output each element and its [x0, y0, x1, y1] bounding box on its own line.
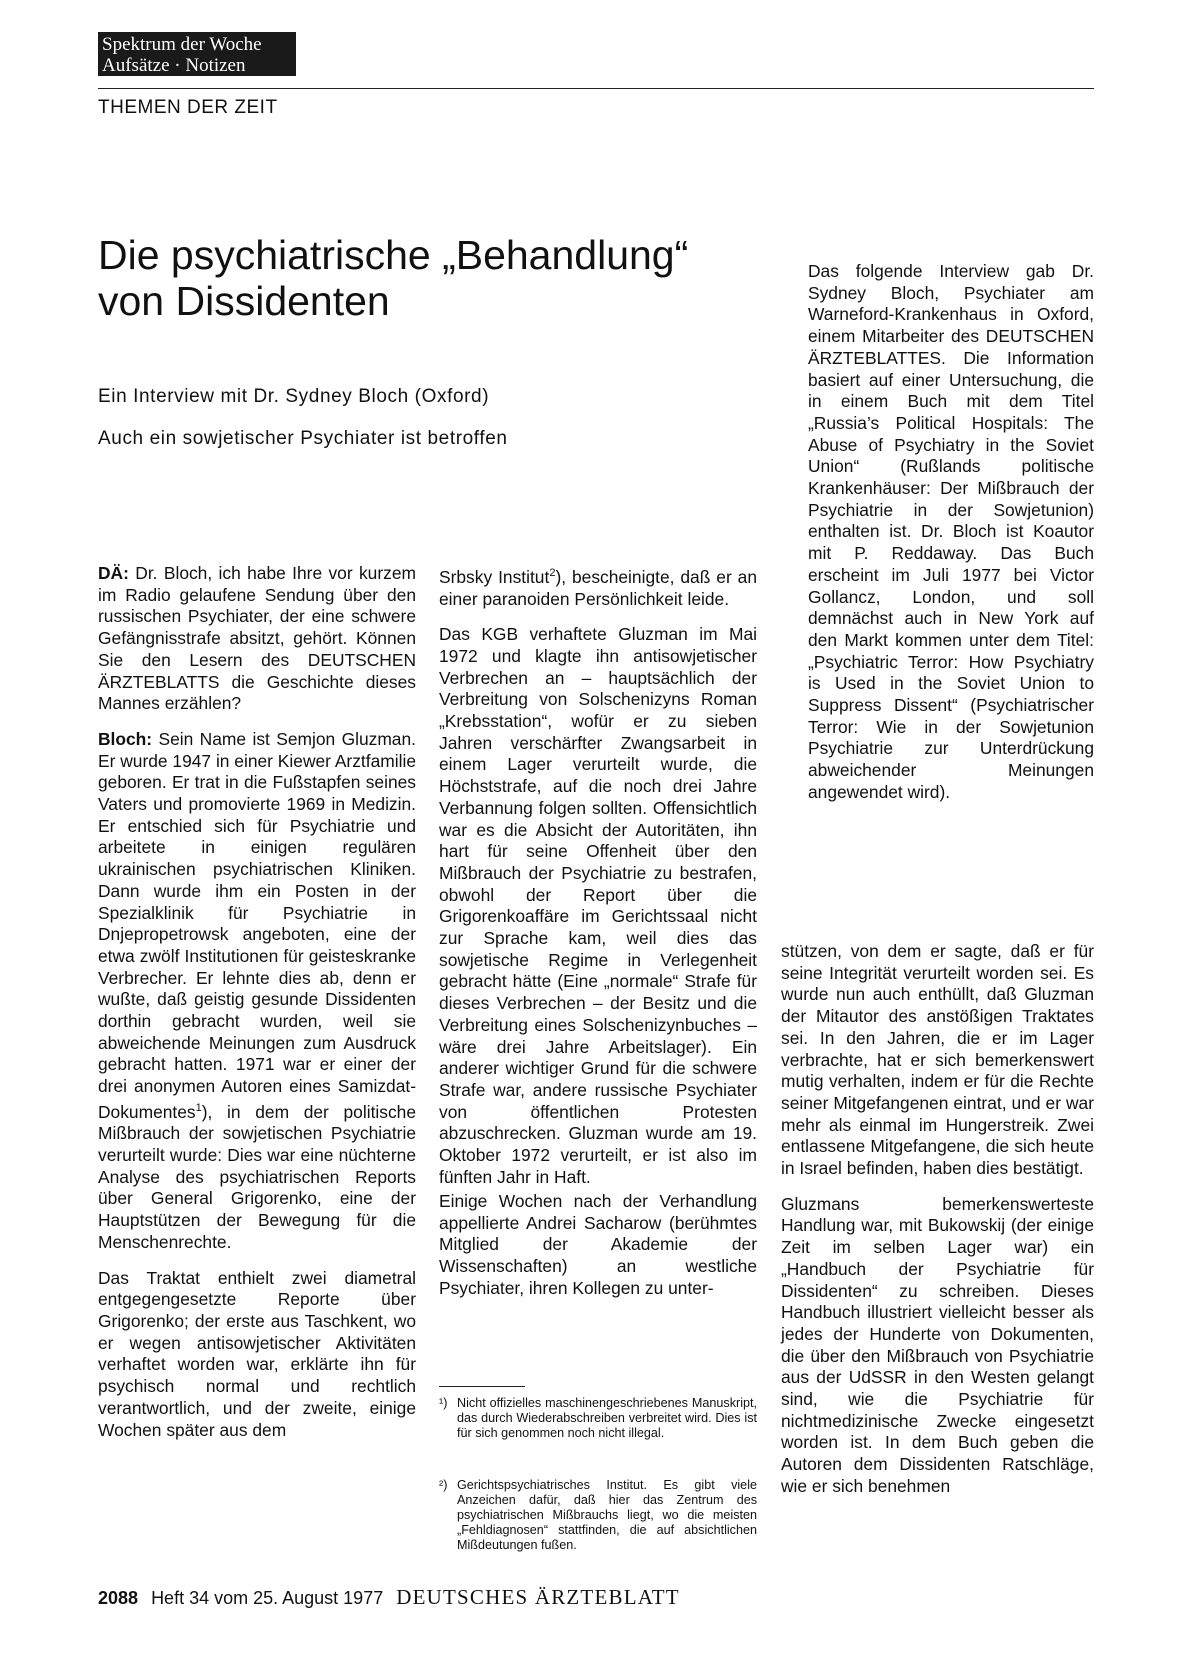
paragraph-sacharow: Einige Wochen nach der Verhandlung appellierte Andrei Sacharow (berühmtes Mitglied der Akademie der Wissenschaften) an westliche Psychiater, ihren Kollegen zu unter-: [439, 1191, 757, 1298]
article-title: [98, 232, 778, 324]
paragraph-traktat: Das Traktat enthielt zwei diametral entgegengesetzte Reporte über Grigorenko; der erste aus Taschkent, wo er wegen antisowjetischer Aktivitäten verhaftet worden war, erklärte ihn für psychisch normal und rechtlich verantwortlich, und der zweite, einige Wochen später aus dem: [98, 1267, 416, 1440]
paragraph-stuetzen: stützen, von dem er sagte, daß er für seine Integrität verurteilt worden sei. Es wurde nun auch enthüllt, daß Gluzman der Mitautor des anstößigen Traktates sei. In den Jahren, die er im Lager verbrachte, hat er sich bemerkenswert mutig verhalten, indem er für die Rechte seiner Mitgefangenen eintrat, und er war mehr als einmal im Hungerstreik. Zwei entlassene Mitgefangene, die sich heute in Israel befinden, haben dies bestätigt.: [781, 941, 1094, 1179]
footnote-2: [439, 1478, 757, 1553]
section-label: THEMEN DER ZEIT: [98, 97, 278, 118]
footnote-2-text: Gerichtspsychiatrisches Institut. Es gibt viele Anzeichen dafür, daß hier das Zentrum des psychiatrischen Mißbrauchs liegt, wo die meisten „Fehldiagnosen“ stattfinden, die auf absichtlichen Mißdeutungen fußen.: [457, 1478, 757, 1552]
page-number: 2088: [98, 1588, 139, 1608]
footnote-ref-1: 1: [195, 1101, 202, 1114]
footnote-rule: [439, 1386, 525, 1387]
title-line2: von Dissidenten: [98, 278, 390, 324]
intro-paragraph: Das folgende Interview gab Dr. Sydney Bloch, Psychiater am Warneford-Krankenhaus in Oxford, einem Mitarbeiter des DEUTSCHEN ÄRZTEBLATTES. Die Information basiert auf einer Untersuchung, die in einem Buch mit dem Titel „Russia’s Political Hospitals: The Abuse of Psychiatry in the Soviet Union“ (Rußlands politische Krankenhäuser: Der Mißbrauch der Psychiatrie in der Sowjetunion) enthalten ist. Dr. Bloch ist Koautor mit P. Reddaway. Das Buch erscheint im Juli 1977 bei Victor Gollancz, London, und soll demnächst auch in New York auf den Markt kommen unter dem Titel: „Psychiatric Terror: How Psychiatry is Used in the Soviet Union to Suppress Dissent“ (Psychiatrischer Terror: Wie in der Sowjetunion Psychiatrie zur Unterdrückung abweichender Meinungen angewendet wird).: [808, 261, 1094, 802]
journal-section-box: [98, 32, 296, 76]
paragraph-handbuch: Gluzmans bemerkenswerteste Handlung war, mit Bukowskij (der einige Zeit im selben Lager war) ein „Handbuch der Psychiatrie für Dissidenten“ zu schreiben. Dieses Handbuch illustriert vielleicht besser als jedes der Hunderte von Dokumenten, die über den Mißbrauch von Psychiatrie aus der UdSSR in den Westen gelangt sind, wie die Psychiatrie für nichtmedizinische Zwecke eingesetzt worden ist. In dem Buch geben die Autoren dem Dissidenten Ratschläge, wie er sich benehmen: [781, 1193, 1094, 1496]
page-footer: [98, 1585, 680, 1610]
footnote-ref-2: 2: [549, 567, 556, 579]
issue-info: Heft 34 vom 25. August 1977: [151, 1588, 384, 1608]
paragraph-kgb: Das KGB verhaftete Gluzman im Mai 1972 und klagte ihn antisowjetischer Verbrechen an – hauptsächlich der Verbreitung von Solschenizyns Roman „Krebsstation“, wofür er zu sieben Jahren verschärfter Zwangsarbeit in einem Lager verurteilt wurde, die Höchststrafe, auf die noch drei Jahre Verbannung folgen sollten. Offensichtlich war es die Absicht der Autoritäten, ihn hart für seine Offenheit über den Mißbrauch der Psychiatrie zu bestrafen, obwohl der Report über die Grigorenkoaffäre im Gerichtssaal nicht zur Sprache kam, weil dies das sowjetische Regime in Verlegenheit gebracht hätte (Eine „normale“ Strafe für dieses Verbrechen – der Besitz und die Verbreitung eines Solschenizynbuches – wäre drei Jahre Arbeitslager). Ein anderer wichtiger Grund für die schwere Strafe war, andere russische Psychiater von öffentlichen Protesten abzuschrecken. Gluzman wurde am 19. Oktober 1972 verurteilt, er ist also im fünften Jahr in Haft.: [439, 624, 757, 1187]
srbsky-text-cont: ), bescheinigte, daß er an einer paranoiden Persönlichkeit leide.: [439, 566, 757, 609]
speaker-bloch: Bloch:: [98, 728, 153, 749]
answer-text-cont: ), in dem der politische Mißbrauch der sowjetischen Psychiatrie verurteilt wurde: Dies war eine nüchterne Analyse des psychiatrischen Reports über General Grigorenko, eine der Hauptstützen der Bewegung für die Menschenrechte.: [98, 1101, 416, 1252]
footnote-1-text: Nicht offizielles maschinengeschriebenes Manuskript, das durch Wiederabschreiben verbreitet wird. Dies ist für sich genommen noch nicht illegal.: [457, 1396, 757, 1440]
answer-text: Sein Name ist Semjon Gluzman. Er wurde 1947 in einer Kiewer Arztfamilie geboren. Er trat in die Fußstapfen seines Vaters und promovierte 1969 in Medizin. Er entschied sich für Psychiatrie und arbeitete in einigen regulären ukrainischen psychiatrischen Kliniken. Dann wurde ihm ein Posten in der Spezialklinik für Psychiatrie in Dnjepropetrowsk angeboten, eine der etwa zwölf Institutionen für geisteskranke Verbrecher. Er lehnte dies ab, denn er wußte, daß geistig gesunde Dissidenten dorthin gebracht wurden, weil sie abweichende Meinungen zum Ausdruck gebracht hatten. 1971 war er einer der drei anonymen Autoren eines Samizdat-Dokumentes: [98, 728, 417, 1122]
header-rule: [98, 88, 1094, 89]
paragraph-srbsky: [439, 563, 757, 610]
column-3: [781, 941, 1094, 1512]
column-2: [439, 563, 757, 1202]
footnote-1: [439, 1396, 757, 1441]
header-box-line2: Aufsätze · Notizen: [102, 55, 246, 76]
srbsky-text: Srbsky Institut: [439, 566, 550, 587]
column-1: [98, 563, 416, 1455]
title-line1: Die psychiatrische „Behandlung“: [98, 232, 689, 278]
subtitle-interview: Ein Interview mit Dr. Sydney Bloch (Oxford): [98, 386, 490, 407]
magazine-name: DEUTSCHES ÄRZTEBLATT: [396, 1585, 680, 1609]
column-3-intro: [808, 261, 1094, 818]
footnote-2-mark: ²): [439, 1478, 448, 1492]
answer-paragraph: [98, 729, 416, 1254]
question-paragraph: [98, 563, 416, 715]
footnote-1-mark: ¹): [439, 1396, 448, 1410]
speaker-da: DÄ:: [98, 563, 129, 583]
header-box-line1: Spektrum der Woche: [102, 34, 262, 55]
subtitle-psychiatrist: Auch ein sowjetischer Psychiater ist betroffen: [98, 428, 508, 449]
question-text: Dr. Bloch, ich habe Ihre vor kurzem im Radio gelaufene Sendung über den russischen Psychiater, der eine schwere Gefängnisstrafe absitzt, gehört. Können Sie den Lesern des DEUTSCHEN ÄRZTEBLATTS die Geschichte dieses Mannes erzählen?: [98, 563, 416, 714]
column-2-lower: [439, 1191, 757, 1314]
